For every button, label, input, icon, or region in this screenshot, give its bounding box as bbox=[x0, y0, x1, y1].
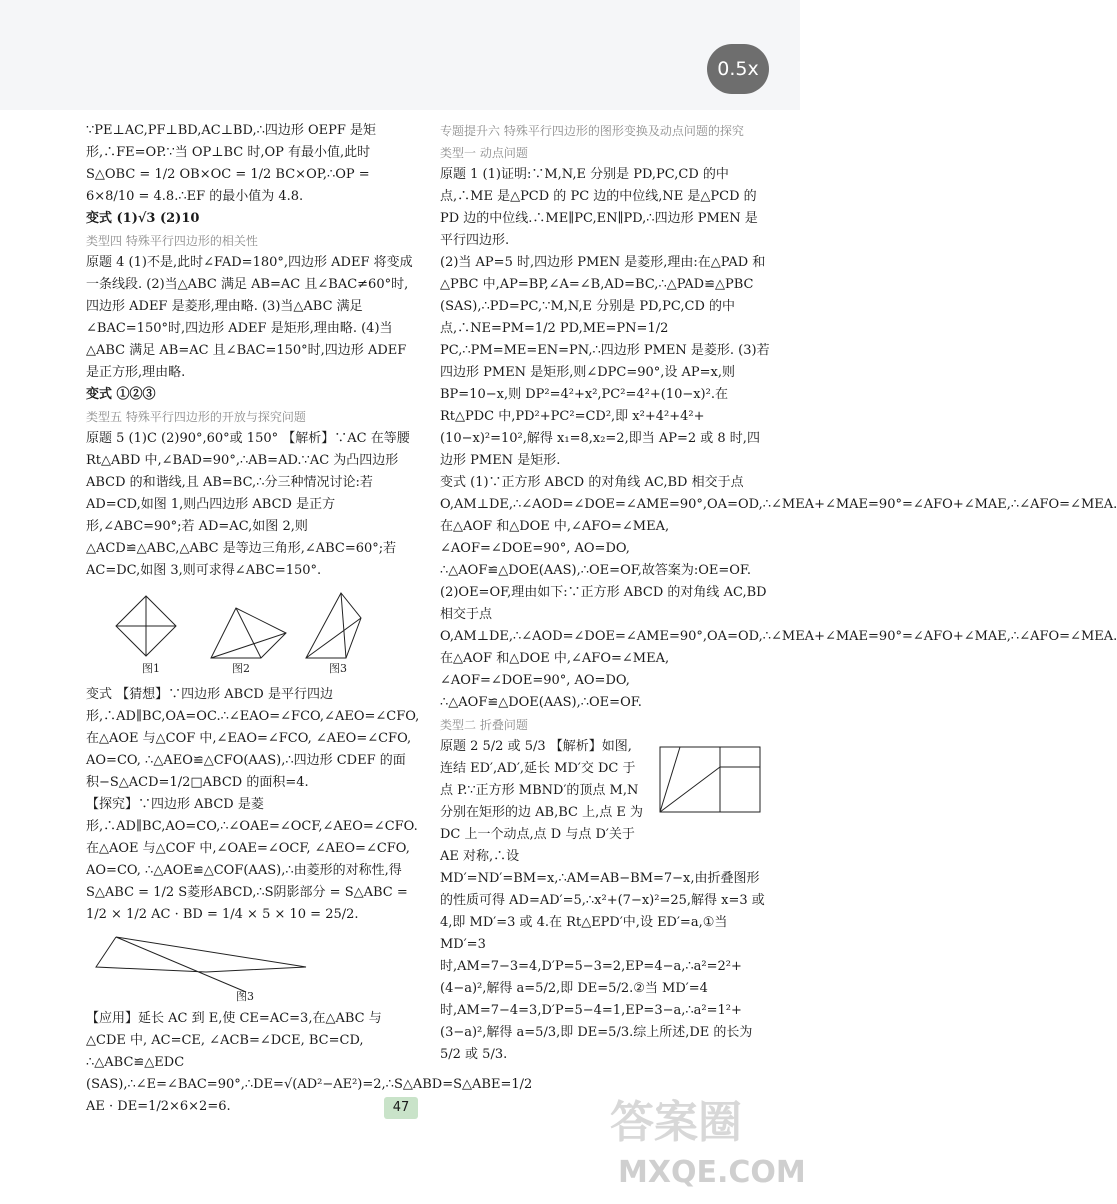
watermark-logo: 答案圈 bbox=[610, 1097, 742, 1148]
left-section-heading-4: 类型四 特殊平行四边形的相关性 bbox=[86, 234, 258, 248]
right-para-2: 原题 1 (1)证明:∵M,N,E 分别是 PD,PC,CD 的中点,∴ME 是△PCD 的 PC 边的中位线,NE 是△PCD 的 PD 边的中位线.∴ME∥PC,EN∥PD,∴四边形 PMEN 是平行四边形. bbox=[440, 167, 761, 248]
right-section-heading-2: 类型二 折叠问题 bbox=[440, 718, 528, 732]
application-figure bbox=[86, 932, 376, 1002]
figure-3-caption: 图3 bbox=[329, 662, 347, 675]
left-para-6: 原题 5 (1)C (2)90°,60°或 150° 【解析】∵AC 在等腰 Rt△ABD 中,∠BAD=90°,∴AB=AD.∵AC 为凸四边形 ABCD 的和谐线,且 AB=BC,∴分三种情况讨论:若 AD=CD,如图 1,则凸四边形 ABCD 是正方形,∠ABC=90°;若 AD=AC,如图 2,则△ACD≌△ABC,△ABC 是等边三角形,∠ABC=60°;若 AC=DC,如图 3,则可求得∠ABC=150°. bbox=[86, 431, 414, 578]
right-section-heading-1: 类型一 动点问题 bbox=[440, 146, 528, 160]
quadrilateral-figures bbox=[86, 588, 376, 678]
left-para-3: 原题 4 (1)不是,此时∠FAD=180°,四边形 ADEF 将变成一条线段. (2)当△ABC 满足 AB=AC 且∠BAC≠60°时,四边形 ADEF 是菱形,理由略. (3)当△ABC 满足∠BAC=150°时,四边形 ADEF 是矩形,理由略. (4)当△ABC 满足 AB=AC 且∠BAC=150°时,四边形 ADEF 是正方形,理由略. bbox=[86, 255, 413, 380]
right-para-3: (2)当 AP=5 时,四边形 PMEN 是菱形,理由:在△PAD 和△PBC 中,AP=BP,∠A=∠B,AD=BC,∴△PAD≌△PBC (SAS),∴PD=PC,∵M,N,E 分别是 PD,PC,CD 的中点,∴NE=PM=1/2 PD,ME=PN=1/2 PC,∴PM=ME=EN=PN,∴四边形 PMEN 是菱形. (3)若四边形 PMEN 是矩形,则∠DPC=90°,设 AP=x,则 BP=10−x,则 DP²=4²+x²,PC²=4²+(10−x)².在 Rt△PDC 中,PD²+PC²=CD²,即 x²+4²+4²+(10−x)²=10²,解得 x₁=8,x₂=2,即当 AP=2 或 8 时,四边形 PMEN 是矩形. bbox=[440, 255, 770, 468]
left-para-8: 【探究】∵四边形 ABCD 是菱形,∴AD∥BC,AO=CO,∴∠OAE=∠OCF,∠AEO=∠CFO.在△AOE 与△COF 中,∠OAE=∠OCF, ∠AEO=∠CFO, AO=CO, ∴△AOE≌△COF(AAS),∴由菱形的对称性,得 S△ABC = 1/2 S菱形ABCD,∴S阴影部分 = S△ABC = 1/2 × 1/2 AC · BD = 1/4 × 5 × 10 = 25/2. bbox=[86, 797, 418, 922]
right-para-4: 变式 (1)∵正方形 ABCD 的对角线 AC,BD 相交于点 O,AM⊥DE,∴∠AOD=∠DOE=∠AME=90°,OA=OD,∴∠MEA+∠MAE=90°=∠AFO+∠MAE,∴∠AFO=∠MEA.在△AOF 和△DOE 中,∠AFO=∠MEA, ∠AOF=∠DOE=90°, AO=DO, ∴△AOF≌△DOE(AAS),∴OE=OF,故答案为:OE=OF. bbox=[440, 475, 1117, 578]
left-para-0: ∵PE⊥AC,PF⊥BD,AC⊥BD,∴四边形 OEPF 是矩形,∴FE=OP.∵当 OP⊥BC 时,OP 有最小值,此时 S△OBC = 1/2 OB×OC = 1/2 BC×OP,∴OP = 6×8/10 = 4.8.∴EF 的最小值为 4.8. bbox=[86, 123, 377, 204]
figure-3b-caption: 图3 bbox=[236, 990, 254, 1003]
figure-1-caption: 图1 bbox=[142, 662, 160, 675]
right-section-heading-topic: 专题提升六 特殊平行四边形的图形变换及动点问题的探究 bbox=[440, 124, 744, 138]
viewer-top-bar bbox=[0, 0, 800, 110]
watermark-url: MXQE.COM bbox=[618, 1155, 806, 1190]
left-para-7: 变式 【猜想】∵四边形 ABCD 是平行四边形,∴AD∥BC,OA=OC.∴∠EAO=∠FCO,∠AEO=∠CFO,在△AOE 与△COF 中,∠EAO=∠FCO, ∠AEO=∠CFO, AO=CO, ∴△AEO≌△CFO(AAS),∴四边形 CDEF 的面积−S△ACD=1/2□ABCD 的面积=4. bbox=[86, 687, 420, 790]
left-para-9: 【应用】延长 AC 到 E,使 CE=AC=3,在△ABC 与△CDE 中, AC=CE, ∠ACB=∠DCE, BC=CD, ∴△ABC≌△EDC (SAS),∴∠E=∠BAC=90°,∴DE=√(AD²−AE²)=2,∴S△ABD=S△ABE=1/2 AE · DE=1/2×6×2=6. bbox=[86, 1011, 537, 1114]
left-section-heading-5: 类型五 特殊平行四边形的开放与探究问题 bbox=[86, 410, 306, 424]
figure-2-caption: 图2 bbox=[232, 662, 250, 675]
right-para-7: 原题 2 5/2 或 5/3 【解析】如图,连结 ED′,AD′,延长 MD′交 DC 于点 P.∵正方形 MBND′的顶点 M,N 分别在矩形的边 AB,BC 上,点 E 为 DC 上一个动点,点 D 与点 D′关于 AE 对称,∴设 MD′=ND′=BM=x,∴AM=AB−BM=7−x,由折叠图形的性质可得 AD=AD′=5,∴x²+(7−x)²=25,解得 x=3 或 4,即 MD′=3 或 4.在 Rt△EPD′中,设 ED′=a,①当 MD′=3 时,AM=7−3=4,D′P=5−3=2,EP=4−a,∴a²=2²+(4−a)²,解得 a=5/2,即 DE=5/2.②当 MD′=4 时,AM=7−4=3,D′P=5−4=1,EP=3−a,∴a²=1²+(3−a)²,解得 a=5/3,即 DE=5/3.综上所述,DE 的长为 5/2 或 5/3. bbox=[440, 739, 769, 1062]
left-para-1: 变式 (1)√3 (2)10 bbox=[86, 211, 200, 226]
right-para-5: (2)OE=OF,理由如下:∵正方形 ABCD 的对角线 AC,BD 相交于点 O,AM⊥DE,∴∠AOD=∠DOE=∠AME=90°,OA=OD,∴∠MEA+∠MAE=90°=∠AFO+∠MAE,∴∠AFO=∠MEA.在△AOF 和△DOE 中,∠AFO=∠MEA, ∠AOF=∠DOE=90°, AO=DO, ∴△AOF≌△DOE(AAS),∴OE=OF. bbox=[440, 585, 1117, 710]
left-para-4: 变式 ①②③ bbox=[86, 387, 156, 402]
playback-speed-button[interactable]: 0.5x bbox=[707, 44, 769, 94]
right-column bbox=[440, 120, 1117, 1066]
page-number: 47 bbox=[384, 1097, 418, 1119]
folding-figure bbox=[650, 742, 770, 822]
